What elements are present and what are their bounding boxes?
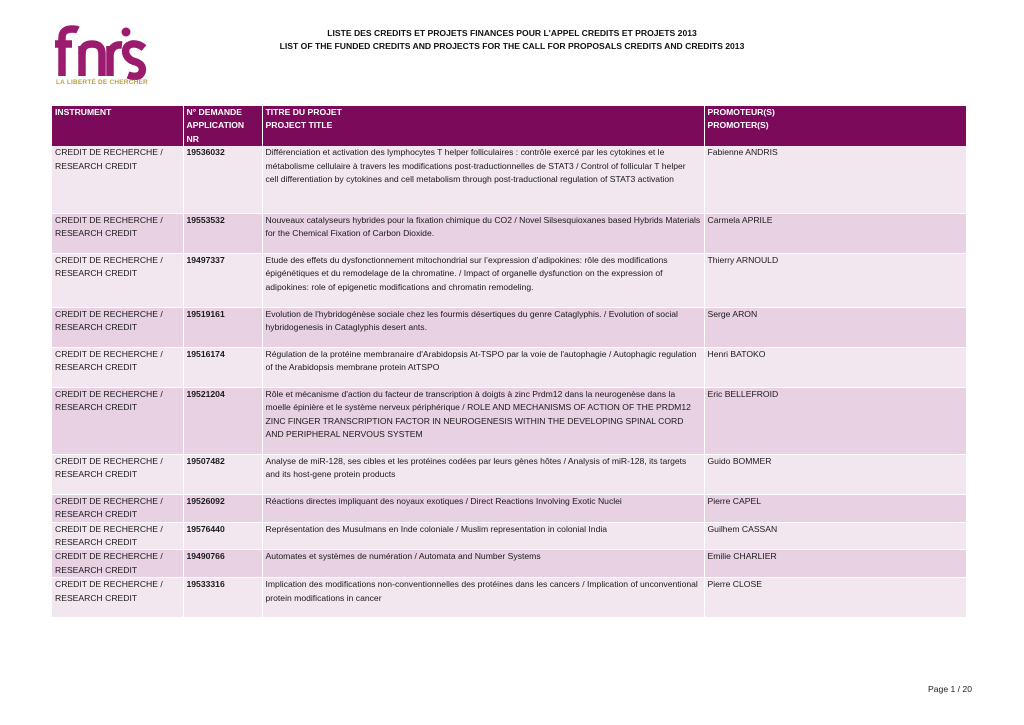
cell-instrument: CREDIT DE RECHERCHE / RESEARCH CREDIT — [52, 213, 183, 253]
table-row — [52, 347, 966, 387]
cell-project-title: Représentation des Musulmans en Inde coloniale / Muslim representation in colonial India — [262, 522, 704, 550]
cell-promoter: Pierre CAPEL — [704, 494, 966, 522]
column-header-instrument — [52, 106, 183, 146]
cell-project-title: Régulation de la protéine membranaire d'Arabidopsis At-TSPO par la voie de l'autophagie / Autophagic regulation of the Arabidopsis membrane protein AtTSPO — [262, 347, 704, 387]
cell-project-title: Implication des modifications non-conventionnelles des protéines dans les cancers / Implication of unconventional protein modifications in cancer — [262, 578, 704, 618]
cell-instrument: CREDIT DE RECHERCHE / RESEARCH CREDIT — [52, 522, 183, 550]
cell-project-title: Etude des effets du dysfonctionnement mitochondrial sur l’expression d’adipokines: rôle des modifications épigénétiques et du remodelage de la chromatine. / Impact of organelle dysfunction on the expression of adipokines: role of epigenetic modifications and chromatin remodeling. — [262, 253, 704, 307]
column-header-application-number — [183, 106, 262, 146]
cell-application-number: 19536032 — [183, 146, 262, 213]
cell-application-number: 19490766 — [183, 550, 262, 578]
title-english: LIST OF THE FUNDED CREDITS AND PROJECTS FOR THE CALL FOR PROPOSALS CREDITS AND CREDITS 2013 — [279, 41, 745, 51]
logo-tagline: LA LIBERTÉ DE CHERCHER — [56, 79, 148, 86]
cell-project-title: Réactions directes impliquant des noyaux exotiques / Direct Reactions Involving Exotic Nuclei — [262, 494, 704, 522]
cell-application-number: 19576440 — [183, 522, 262, 550]
cell-application-number: 19553532 — [183, 213, 262, 253]
cell-instrument: CREDIT DE RECHERCHE / RESEARCH CREDIT — [52, 307, 183, 347]
column-header-label: PROMOTER(S) — [707, 120, 769, 131]
cell-instrument: CREDIT DE RECHERCHE / RESEARCH CREDIT — [52, 347, 183, 387]
cell-promoter: Thierry ARNOULD — [704, 253, 966, 307]
table-header-row — [52, 106, 966, 146]
cell-instrument: CREDIT DE RECHERCHE / RESEARCH CREDIT — [52, 550, 183, 578]
cell-project-title: Rôle et mécanisme d'action du facteur de transcription à doigts à zinc Prdm12 dans la neurogenèse dans la moelle épinière et le système nerveux périphérique / ROLE AND MECHANISMS OF ACTION OF THE PRDM12 ZINC FINGER TRANSCRIPTION FACTOR IN NEUROGENESIS WITHIN THE DEVELOPING SPINAL CORD AND PERIPHERAL NERVOUS SYSTEM — [262, 387, 704, 454]
title-french: LISTE DES CREDITS ET PROJETS FINANCES POUR L'APPEL CREDITS ET PROJETS 2013 — [327, 28, 697, 38]
funded-projects-table — [52, 106, 967, 618]
table-row — [52, 146, 966, 213]
cell-promoter: Carmela APRILE — [704, 213, 966, 253]
column-header-label: N° DEMANDE — [186, 107, 242, 117]
table-row — [52, 578, 966, 618]
fnrs-logo-mark — [52, 24, 148, 80]
cell-instrument: CREDIT DE RECHERCHE / RESEARCH CREDIT — [52, 146, 183, 213]
table-row — [52, 253, 966, 307]
cell-application-number: 19519161 — [183, 307, 262, 347]
cell-application-number: 19516174 — [183, 347, 262, 387]
cell-promoter: Eric BELLEFROID — [704, 387, 966, 454]
cell-project-title: Evolution de l'hybridogénèse sociale chez les fourmis désertiques du genre Cataglyphis. / Evolution of social hybridogenesis in Cataglyphis desert ants. — [262, 307, 704, 347]
cell-instrument: CREDIT DE RECHERCHE / RESEARCH CREDIT — [52, 387, 183, 454]
cell-application-number: 19526092 — [183, 494, 262, 522]
table-row — [52, 454, 966, 494]
cell-promoter: Henri BATOKO — [704, 347, 966, 387]
cell-application-number: 19507482 — [183, 454, 262, 494]
cell-application-number: 19521204 — [183, 387, 262, 454]
table-row — [52, 494, 966, 522]
cell-instrument: CREDIT DE RECHERCHE / RESEARCH CREDIT — [52, 454, 183, 494]
column-header-promoter — [704, 106, 966, 146]
cell-application-number: 19533316 — [183, 578, 262, 618]
column-header-label: APPLICATION NR — [186, 120, 245, 144]
document-header — [200, 27, 824, 53]
table-row — [52, 213, 966, 253]
cell-promoter: Pierre CLOSE — [704, 578, 966, 618]
cell-instrument: CREDIT DE RECHERCHE / RESEARCH CREDIT — [52, 494, 183, 522]
table-row — [52, 307, 966, 347]
table-row — [52, 550, 966, 578]
cell-project-title: Différenciation et activation des lymphocytes T helper folliculaires : contrôle exercé par les cytokines et le métabolisme cellulaire à travers les modifications post-traductionnelles de STAT3 / Control of follicular T helper cell differentiation by cytokines and cell metabolism through post-traductional regulation of STAT3 activation — [262, 146, 704, 213]
column-header-label: PROJECT TITLE — [265, 120, 333, 131]
column-header-project-title — [262, 106, 704, 146]
cell-promoter: Emilie CHARLIER — [704, 550, 966, 578]
cell-instrument: CREDIT DE RECHERCHE / RESEARCH CREDIT — [52, 253, 183, 307]
column-header-label: PROMOTEUR(S) — [707, 107, 775, 117]
cell-project-title: Analyse de miR-128, ses cibles et les protéines codées par leurs gènes hôtes / Analysis of miR-128, its targets and its host-gene protein products — [262, 454, 704, 494]
page-number: Page 1 / 20 — [928, 684, 972, 694]
column-header-label: INSTRUMENT — [55, 107, 112, 117]
cell-instrument: CREDIT DE RECHERCHE / RESEARCH CREDIT — [52, 578, 183, 618]
cell-application-number: 19497337 — [183, 253, 262, 307]
column-header-label: TITRE DU PROJET — [265, 107, 342, 117]
cell-promoter: Guilhem CASSAN — [704, 522, 966, 550]
table-row — [52, 522, 966, 550]
table-row — [52, 387, 966, 454]
cell-promoter: Fabienne ANDRIS — [704, 146, 966, 213]
cell-promoter: Guido BOMMER — [704, 454, 966, 494]
cell-project-title: Nouveaux catalyseurs hybrides pour la fixation chimique du CO2 / Novel Silsesquioxanes based Hybrids Materials for the Chemical Fixation of Carbon Dioxide. — [262, 213, 704, 253]
table-body — [52, 146, 966, 617]
cell-project-title: Automates et systèmes de numération / Automata and Number Systems — [262, 550, 704, 578]
cell-promoter: Serge ARON — [704, 307, 966, 347]
